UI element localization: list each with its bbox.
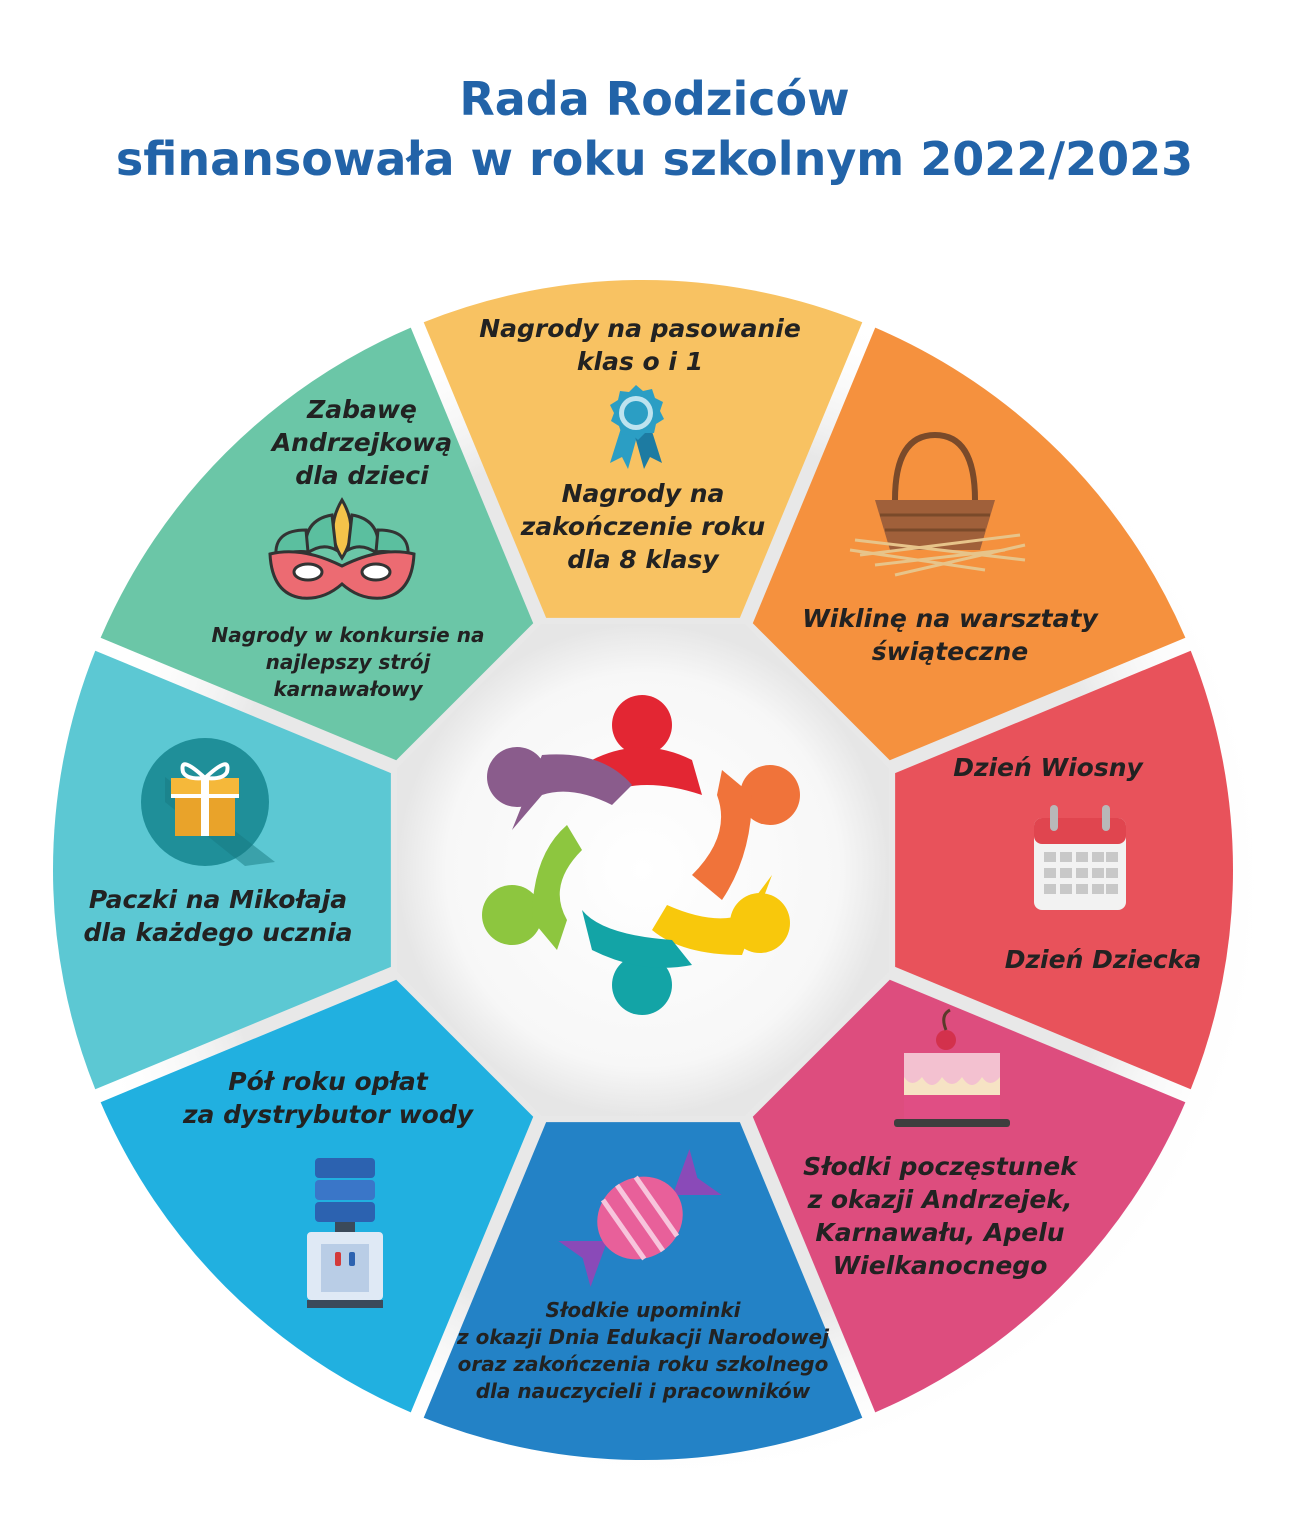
- bottom-line-3: oraz zakończenia roku szkolnego: [457, 1352, 829, 1376]
- bottom-line-2: z okazji Dnia Edukacji Narodowej: [457, 1325, 829, 1349]
- top-left-line-2: Andrzejkową: [271, 428, 453, 457]
- bottom-right-line-2: z okazji Andrzejek,: [807, 1185, 1073, 1214]
- right-line-2: Dzień Dziecka: [1004, 945, 1202, 974]
- top-right-line-1: Wiklinę na warsztaty: [802, 604, 1098, 633]
- top-line-5: dla 8 klasy: [567, 545, 719, 574]
- top-left-line-6: karnawałowy: [273, 677, 423, 701]
- top-left-line-5: najlepszy strój: [265, 650, 431, 674]
- bottom-right-line-4: Wielkanocnego: [832, 1251, 1048, 1280]
- top-line-1: Nagrody na pasowanie: [479, 314, 801, 343]
- right-line-1: Dzień Wiosny: [953, 753, 1143, 782]
- calendar-icon: [1034, 805, 1126, 910]
- left-line-1: Paczki na Mikołaja: [88, 885, 348, 914]
- water-dispenser-icon: [307, 1158, 383, 1308]
- bottom-line-4: dla nauczycieli i pracowników: [475, 1379, 811, 1403]
- top-line-2: klas o i 1: [576, 347, 704, 376]
- page-title-line-2: sfinansowała w roku szkolnym 2022/2023: [115, 132, 1194, 186]
- bottom-left-line-2: za dystrybutor wody: [182, 1100, 474, 1129]
- bottom-right-line-1: Słodki poczęstunek: [803, 1152, 1077, 1181]
- bottom-right-line-3: Karnawału, Apelu: [815, 1218, 1065, 1247]
- page-title-line-1: Rada Rodziców: [459, 72, 850, 126]
- top-left-line-3: dla dzieci: [295, 461, 429, 490]
- top-line-3: Nagrody na: [561, 479, 725, 508]
- left-line-2: dla każdego ucznia: [83, 918, 353, 947]
- top-left-line-4: Nagrody w konkursie na: [211, 623, 485, 647]
- top-right-line-2: świąteczne: [871, 637, 1029, 666]
- top-left-line-1: Zabawę: [307, 395, 417, 424]
- bottom-left-line-1: Pół roku opłat: [228, 1067, 428, 1096]
- bottom-line-1: Słodkie upominki: [545, 1298, 741, 1322]
- top-line-4: zakończenie roku: [520, 512, 766, 541]
